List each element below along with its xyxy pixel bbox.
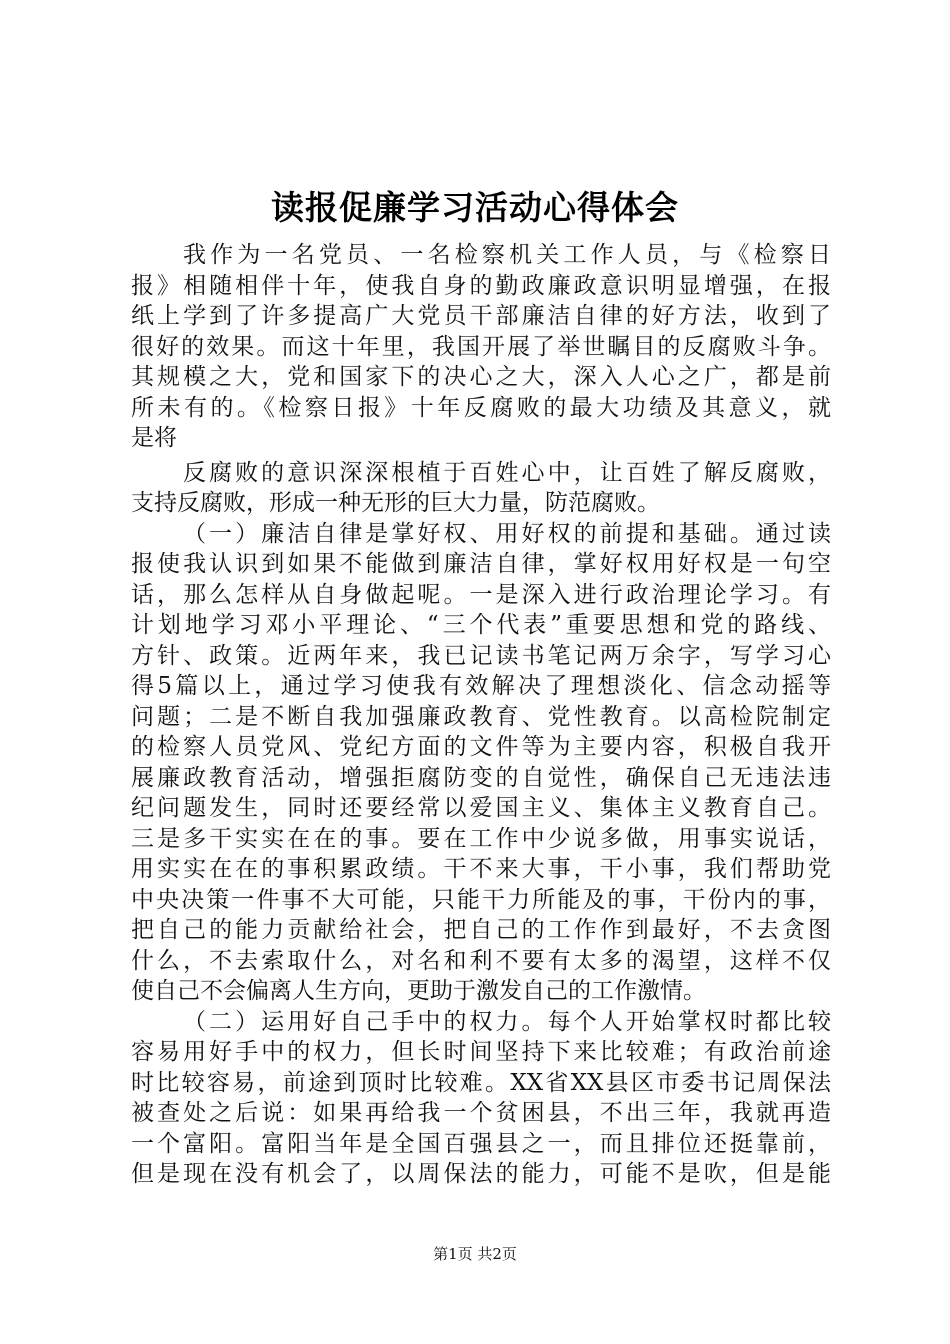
paragraph-line: 但是现在没有机会了，以周保法的能力，可能不是吹，但是能 bbox=[131, 1161, 831, 1187]
paragraph-line: 中央决策一件事不大可能，只能干力所能及的事，干份内的事， bbox=[131, 886, 831, 913]
paragraph-line: 得5篇以上，通过学习使我有效解决了理想淡化、信念动摇等 bbox=[131, 673, 831, 699]
paragraph-line: 被查处之后说：如果再给我一个贫困县，不出三年，我就再造 bbox=[131, 1100, 831, 1126]
paragraph-line: 方针、政策。近两年来，我已记读书笔记两万余字，写学习心 bbox=[131, 642, 831, 669]
paragraph-line: 的检察人员党风、党纪方面的文件等为主要内容，积极自我开 bbox=[131, 734, 831, 760]
paragraph-line: 支持反腐败，形成一种无形的巨大力量，防范腐败。 bbox=[131, 490, 660, 516]
paragraph-line: 展廉政教育活动，增强拒腐防变的自觉性，确保自己无违法违 bbox=[131, 764, 831, 791]
paragraph-line: 三是多干实实在在的事。要在工作中少说多做，用事实说话， bbox=[131, 825, 831, 852]
paragraph-line: 所未有的。《检察日报》十年反腐败的最大功绩及其意义，就 bbox=[131, 394, 831, 421]
paragraph-line: 用实实在在的事积累政绩。干不来大事，干小事，我们帮助党 bbox=[131, 856, 831, 882]
paragraph-line: 什么，不去索取什么，对名和利不要有太多的渴望，这样不仅 bbox=[131, 947, 831, 974]
paragraph-line: 反腐败的意识深深根植于百姓心中，让百姓了解反腐败， bbox=[183, 459, 831, 486]
paragraph-line: （二）运用好自己手中的权力。每个人开始掌权时都比较 bbox=[183, 1008, 831, 1035]
paragraph-line: 使自己不会偏离人生方向，更助于激发自己的工作激情。 bbox=[131, 978, 706, 1004]
document-body bbox=[131, 240, 831, 1190]
document-title: 读报促廉学习活动心得体会 bbox=[271, 188, 679, 227]
paragraph-line: 一个富阳。富阳当年是全国百强县之一，而且排位还挺靠前， bbox=[131, 1130, 831, 1157]
page-footer: 第1页 共2页 bbox=[433, 1245, 517, 1263]
paragraph-line: 是将 bbox=[131, 425, 177, 451]
paragraph-line: 话，那么怎样从自身做起呢。一是深入进行政治理论学习。有 bbox=[131, 581, 831, 608]
paragraph-line: 报》相随相伴十年，使我自身的勤政廉政意识明显增强，在报 bbox=[131, 272, 831, 299]
paragraph-line: 问题；二是不断自我加强廉政教育、党性教育。以高检院制定 bbox=[131, 703, 831, 730]
paragraph-line: 把自己的能力贡献给社会，把自己的工作作到最好，不去贪图 bbox=[131, 917, 831, 943]
paragraph-line: 时比较容易，前途到顶时比较难。XX省XX县区市委书记周保法 bbox=[131, 1069, 831, 1096]
paragraph-line: 纸上学到了许多提高广大党员干部廉洁自律的好方法，收到了 bbox=[131, 303, 831, 329]
paragraph-line: 我作为一名党员、一名检察机关工作人员，与《检察日 bbox=[183, 242, 831, 268]
paragraph-line: 报使我认识到如果不能做到廉洁自律，掌好权用好权是一句空 bbox=[131, 551, 831, 577]
paragraph-line: 很好的效果。而这十年里，我国开展了举世瞩目的反腐败斗争。 bbox=[131, 333, 831, 360]
paragraph-line: 计划地学习邓小平理论、“三个代表”重要思想和党的路线、 bbox=[131, 612, 831, 638]
paragraph-line: 容易用好手中的权力，但长时间坚持下来比较难；有政治前途 bbox=[131, 1039, 831, 1065]
paragraph-line: （一）廉洁自律是掌好权、用好权的前提和基础。通过读 bbox=[183, 520, 831, 547]
paragraph-line: 其规模之大，党和国家下的决心之大，深入人心之广，都是前 bbox=[131, 364, 831, 390]
paragraph-line: 纪问题发生，同时还要经常以爱国主义、集体主义教育自己。 bbox=[131, 795, 831, 821]
